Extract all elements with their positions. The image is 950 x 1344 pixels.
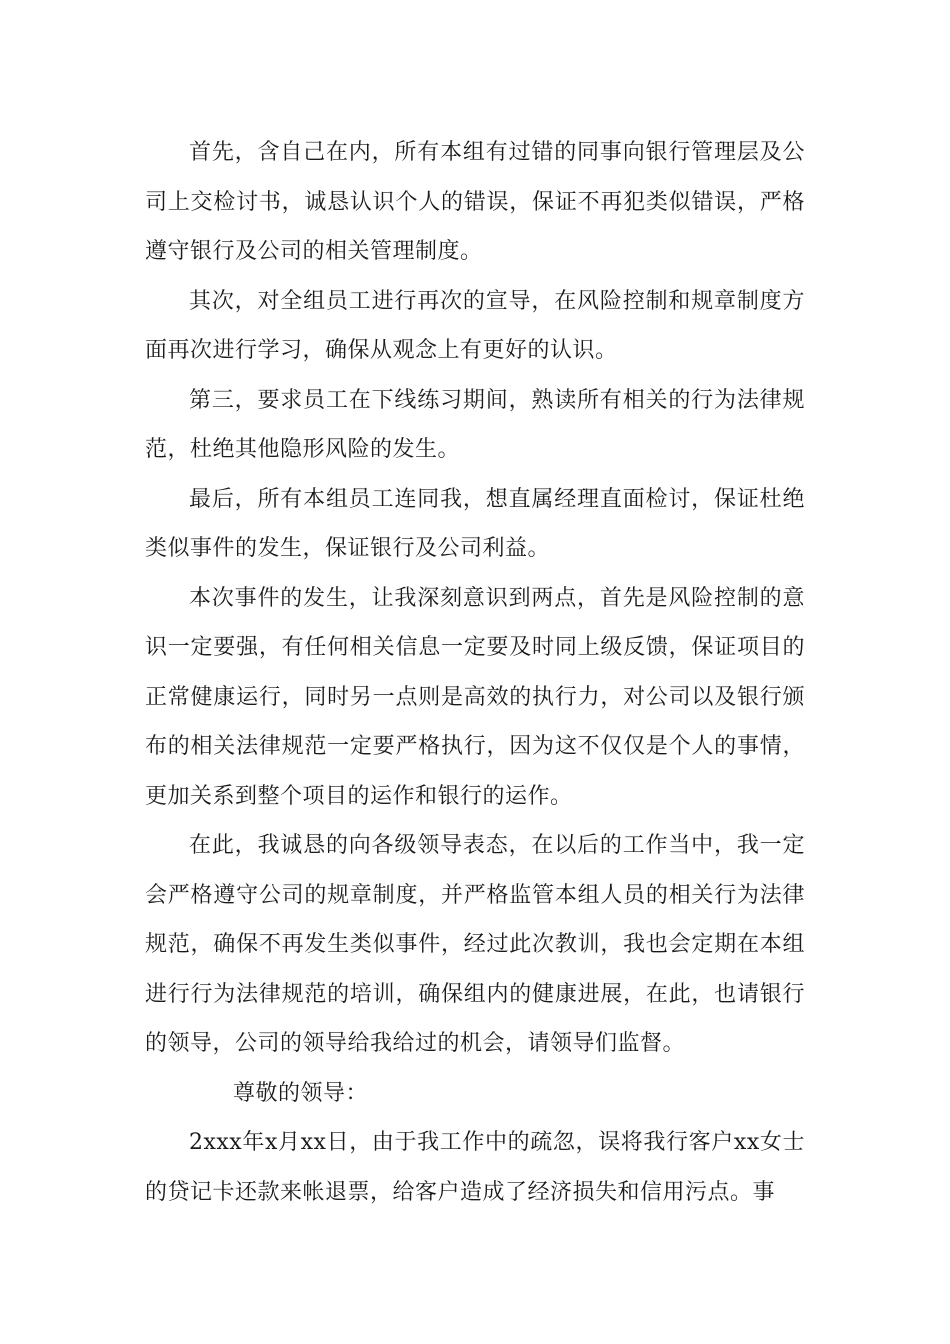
paragraph-reflection: 本次事件的发生，让我深刻意识到两点，首先是风险控制的意识一定要强，有任何相关信息一定要及时同上级反馈，保证项目的正常健康运行，同时另一点则是高效的执行力，对公司以及银行颁布的相关法律规范一定要严格执行，因为这不仅仅是个人的事情，更加关系到整个项目的运作和银行的运作。 xyxy=(145,585,805,809)
paragraph-commitment: 在此，我诚恳的向各级领导表态，在以后的工作当中，我一定会严格遵守公司的规章制度，并严格监管本组人员的相关行为法律规范，确保不再发生类似事件，经过此次教训，我也会定期在本组进行行为法律规范的培训，确保组内的健康进展，在此，也请银行的领导，公司的领导给我给过的机会，请领导们监督。 xyxy=(145,833,805,1056)
paragraph-second: 其次，对全组员工进行再次的宣导，在风险控制和规章制度方面再次进行学习，确保从观念上有更好的认识。 xyxy=(145,288,805,363)
document-body xyxy=(145,128,805,1217)
paragraph-third: 第三，要求员工在下线练习期间，熟读所有相关的行为法律规范，杜绝其他隐形风险的发生。 xyxy=(145,387,805,462)
paragraph-letter-opening: 2xxx年x月xx日，由于我工作中的疏忽，误将我行客户xx女士的贷记卡还款来帐退票，给客户造成了经济损失和信用污点。事 xyxy=(145,1130,805,1205)
salutation: 尊敬的领导： xyxy=(233,1080,369,1106)
paragraph-first: 首先，含自己在内，所有本组有过错的同事向银行管理层及公司上交检讨书，诚恳认识个人的错误，保证不再犯类似错误，严格遵守银行及公司的相关管理制度。 xyxy=(145,140,805,264)
paragraph-finally: 最后，所有本组员工连同我，想直属经理直面检讨，保证杜绝类似事件的发生，保证银行及公司利益。 xyxy=(145,486,805,561)
